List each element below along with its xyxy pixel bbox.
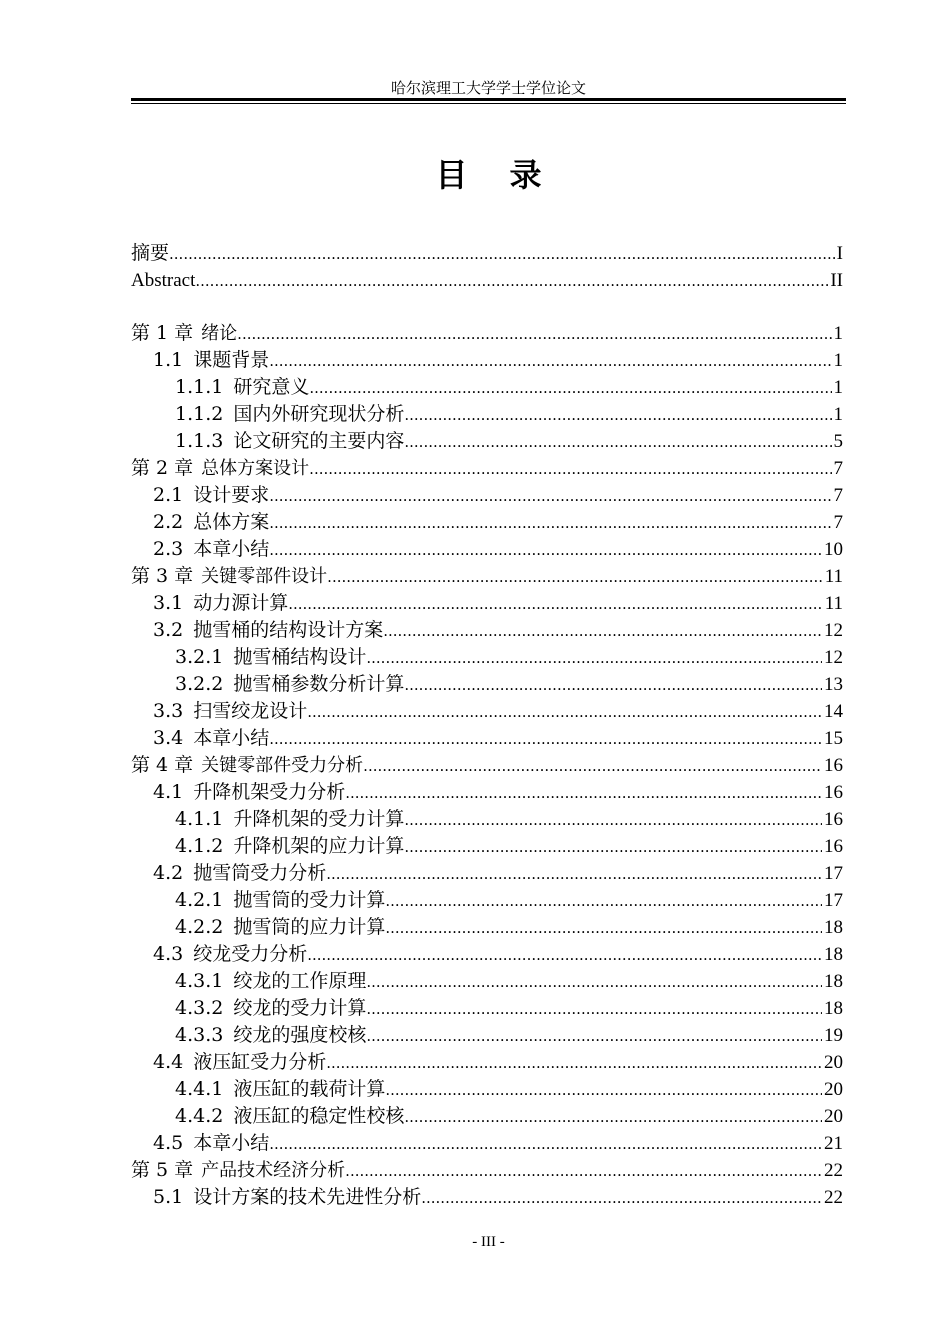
- toc-entry-number: 第 1 章: [131, 322, 194, 344]
- toc-entry-label: 扫雪绞龙设计: [193, 700, 308, 722]
- toc-entry[interactable]: [131, 617, 843, 644]
- toc-entry[interactable]: [131, 644, 843, 671]
- toc-entry-label: 抛雪筒的应力计算: [233, 916, 386, 938]
- toc-leader-dots: [326, 1050, 822, 1077]
- toc-entry[interactable]: [131, 455, 843, 482]
- toc-entry-page: 12: [824, 647, 843, 668]
- table-of-contents: [131, 240, 843, 1211]
- toc-entry-label: 关键零部件受力分析: [201, 755, 364, 776]
- toc-title: 目录: [435, 156, 584, 194]
- toc-leader-dots: [366, 969, 822, 996]
- toc-entry-page: 1: [833, 377, 843, 398]
- toc-entry-page: 16: [824, 755, 843, 776]
- toc-entry[interactable]: [131, 806, 843, 833]
- toc-entry-label: 抛雪桶参数分析计算: [233, 673, 405, 695]
- toc-entries: [131, 320, 843, 1211]
- toc-entry-page: 7: [833, 485, 843, 506]
- toc-entry-label: 研究意义: [233, 376, 310, 398]
- toc-entry-number: 4.1: [153, 781, 184, 803]
- toc-entry[interactable]: [131, 860, 843, 887]
- toc-entry-label: 绞龙的工作原理: [233, 970, 367, 992]
- toc-leader-dots: [385, 915, 822, 942]
- toc-entry-page: 18: [824, 971, 843, 992]
- toc-entry-abstract-cn[interactable]: [131, 240, 843, 267]
- toc-leader-dots: [404, 1104, 822, 1131]
- toc-entry-number: 1.1.3: [175, 430, 224, 452]
- toc-entry[interactable]: [131, 887, 843, 914]
- toc-entry-page: 17: [824, 890, 843, 911]
- toc-entry-page: 16: [824, 836, 843, 857]
- toc-entry-label: 课题背景: [193, 349, 270, 371]
- toc-leader-dots: [345, 780, 822, 807]
- toc-entry-page: 10: [824, 539, 843, 560]
- toc-entry-label: 本章小结: [193, 1132, 270, 1154]
- toc-entry-number: 4.5: [153, 1132, 184, 1154]
- toc-entry-page: 5: [833, 431, 843, 452]
- toc-entry-page: 17: [824, 863, 843, 884]
- toc-leader-dots: [385, 1077, 822, 1104]
- toc-entry-number: 1.1: [153, 349, 184, 371]
- toc-entry-number: 1.1.2: [175, 403, 224, 425]
- toc-entry-label: 抛雪桶结构设计: [233, 646, 367, 668]
- toc-entry[interactable]: [131, 941, 843, 968]
- toc-entry[interactable]: [131, 1076, 843, 1103]
- toc-entry[interactable]: [131, 752, 843, 779]
- toc-entry[interactable]: [131, 401, 843, 428]
- toc-entry-number: 3.2.1: [175, 646, 224, 668]
- toc-entry-label: 设计方案的技术先进性分析: [193, 1186, 422, 1208]
- toc-entry-page: 16: [824, 809, 843, 830]
- toc-entry-number: 2.2: [153, 511, 184, 533]
- toc-entry-page: 1: [833, 350, 843, 371]
- toc-entry-number: 4.1.2: [175, 835, 224, 857]
- toc-leader-dots: [307, 699, 822, 726]
- toc-entry-page: 20: [824, 1052, 843, 1073]
- toc-entry-page: 11: [824, 566, 843, 587]
- toc-entry-number: 第 5 章: [131, 1159, 194, 1181]
- page-header: 哈尔滨理工大学学士学位论文: [390, 79, 586, 97]
- toc-entry[interactable]: [131, 1022, 843, 1049]
- toc-entry[interactable]: [131, 482, 843, 509]
- toc-entry-page: 7: [833, 458, 843, 479]
- toc-leader-dots: [327, 564, 823, 591]
- toc-entry-label: 关键零部件设计: [201, 566, 328, 587]
- toc-leader-dots: [404, 672, 822, 699]
- toc-entry-number: 4.3.3: [175, 1024, 224, 1046]
- toc-entry-label: 摘要: [131, 242, 170, 264]
- toc-entry[interactable]: [131, 1103, 843, 1130]
- header-rule-thin: [131, 103, 846, 104]
- toc-entry-abstract-en[interactable]: [131, 267, 843, 294]
- toc-entry[interactable]: [131, 1049, 843, 1076]
- toc-entry-page: 18: [824, 998, 843, 1019]
- toc-leader-dots: [169, 241, 835, 268]
- toc-entry-page: 1: [833, 323, 843, 344]
- toc-leader-dots: [383, 618, 822, 645]
- toc-entry[interactable]: [131, 563, 843, 590]
- toc-entry[interactable]: [131, 536, 843, 563]
- toc-entry-number: 2.1: [153, 484, 184, 506]
- toc-entry-label: 抛雪筒的受力计算: [233, 889, 386, 911]
- toc-entry-label: 抛雪桶的结构设计方案: [193, 619, 384, 641]
- toc-entry-label: 总体方案: [193, 511, 270, 533]
- toc-leader-dots: [404, 807, 822, 834]
- toc-leader-dots: [366, 996, 822, 1023]
- toc-leader-dots: [309, 456, 831, 483]
- toc-entry-number: 4.2: [153, 862, 184, 884]
- toc-entry-number: 3.2.2: [175, 673, 224, 695]
- page-number: - III -: [472, 1234, 505, 1250]
- toc-entry[interactable]: [131, 590, 843, 617]
- toc-entry[interactable]: [131, 374, 843, 401]
- toc-entry-number: 1.1.1: [175, 376, 224, 398]
- toc-entry[interactable]: [131, 1184, 843, 1211]
- toc-entry-page: 19: [824, 1025, 843, 1046]
- toc-entry-page: 1: [833, 404, 843, 425]
- toc-entry-label: 国内外研究现状分析: [233, 403, 405, 425]
- toc-entry-label: 升降机架的应力计算: [233, 835, 405, 857]
- toc-entry-label: 液压缸的稳定性校核: [233, 1105, 405, 1127]
- toc-entry-page: 21: [824, 1133, 843, 1154]
- toc-leader-dots: [404, 429, 831, 456]
- toc-entry[interactable]: [131, 968, 843, 995]
- toc-entry-number: 3.2: [153, 619, 184, 641]
- toc-entry-number: 4.2.2: [175, 916, 224, 938]
- toc-leader-dots: [269, 348, 831, 375]
- toc-entry-label: 论文研究的主要内容: [233, 430, 405, 452]
- toc-entry-label: 本章小结: [193, 538, 270, 560]
- toc-entry-number: 第 3 章: [131, 565, 194, 587]
- toc-entry-page: 13: [824, 674, 843, 695]
- toc-leader-dots: [363, 753, 822, 780]
- toc-entry-label: Abstract: [131, 270, 196, 291]
- toc-entry-label: 动力源计算: [193, 592, 289, 614]
- toc-entry[interactable]: [131, 320, 843, 347]
- toc-leader-dots: [237, 321, 831, 348]
- toc-entry-page: 20: [824, 1106, 843, 1127]
- toc-entry-label: 升降机架受力分析: [193, 781, 346, 803]
- toc-leader-dots: [421, 1185, 822, 1212]
- toc-entry[interactable]: [131, 1130, 843, 1157]
- toc-entry[interactable]: [131, 725, 843, 752]
- toc-entry-page: 18: [824, 944, 843, 965]
- toc-entry-number: 3.4: [153, 727, 184, 749]
- toc-entry[interactable]: [131, 779, 843, 806]
- toc-entry-page: 16: [824, 782, 843, 803]
- toc-leader-dots: [288, 591, 822, 618]
- toc-leader-dots: [366, 1023, 822, 1050]
- toc-entry-number: 4.3.1: [175, 970, 224, 992]
- toc-leader-dots: [326, 861, 822, 888]
- toc-entry-label: 液压缸受力分析: [193, 1051, 327, 1073]
- toc-leader-dots: [309, 375, 831, 402]
- toc-entry-page: 7: [833, 512, 843, 533]
- toc-entry[interactable]: [131, 698, 843, 725]
- toc-leader-dots: [385, 888, 822, 915]
- toc-entry-label: 设计要求: [193, 484, 270, 506]
- toc-entry-page: 11: [824, 593, 843, 614]
- toc-entry[interactable]: [131, 671, 843, 698]
- toc-leader-dots: [195, 268, 828, 295]
- toc-entry-label: 总体方案设计: [201, 458, 310, 479]
- toc-entry-label: 绪论: [201, 323, 238, 344]
- toc-entry-number: 4.4.1: [175, 1078, 224, 1100]
- toc-entry-number: 3.3: [153, 700, 184, 722]
- toc-entry-number: 第 4 章: [131, 754, 194, 776]
- toc-entry-label: 绞龙的强度校核: [233, 1024, 367, 1046]
- toc-entry-page: I: [836, 243, 843, 264]
- toc-entry-number: 4.3: [153, 943, 184, 965]
- toc-entry-page: 18: [824, 917, 843, 938]
- toc-leader-dots: [269, 483, 831, 510]
- toc-leader-dots: [269, 537, 822, 564]
- toc-leader-dots: [404, 834, 822, 861]
- toc-entry-label: 升降机架的受力计算: [233, 808, 405, 830]
- toc-entry[interactable]: [131, 509, 843, 536]
- toc-entry-label: 本章小结: [193, 727, 270, 749]
- toc-entry-page: 14: [824, 701, 843, 722]
- toc-entry[interactable]: [131, 428, 843, 455]
- toc-entry-page: II: [830, 270, 843, 291]
- toc-entry-label: 绞龙的受力计算: [233, 997, 367, 1019]
- toc-leader-dots: [404, 402, 831, 429]
- toc-entry-page: 22: [824, 1187, 843, 1208]
- toc-entry[interactable]: [131, 833, 843, 860]
- toc-entry-page: 12: [824, 620, 843, 641]
- toc-entry-label: 抛雪筒受力分析: [193, 862, 327, 884]
- toc-entry[interactable]: [131, 347, 843, 374]
- toc-entry-page: 20: [824, 1079, 843, 1100]
- toc-entry-number: 4.4.2: [175, 1105, 224, 1127]
- toc-leader-dots: [269, 726, 822, 753]
- toc-entry[interactable]: [131, 914, 843, 941]
- toc-leader-dots: [307, 942, 822, 969]
- toc-entry-number: 4.1.1: [175, 808, 224, 830]
- toc-entry-number: 4.2.1: [175, 889, 224, 911]
- toc-leader-dots: [345, 1158, 822, 1185]
- toc-entry-number: 3.1: [153, 592, 184, 614]
- toc-entry-label: 液压缸的载荷计算: [233, 1078, 386, 1100]
- toc-leader-dots: [269, 1131, 822, 1158]
- toc-entry-label: 产品技术经济分析: [201, 1160, 346, 1181]
- toc-entry[interactable]: [131, 995, 843, 1022]
- toc-entry-number: 4.4: [153, 1051, 184, 1073]
- toc-entry-number: 5.1: [153, 1186, 184, 1208]
- toc-leader-dots: [366, 645, 822, 672]
- toc-entry-number: 第 2 章: [131, 457, 194, 479]
- header-rule-thick: [131, 98, 846, 101]
- toc-entry[interactable]: [131, 1157, 843, 1184]
- toc-leader-dots: [269, 510, 831, 537]
- toc-entry-label: 绞龙受力分析: [193, 943, 308, 965]
- toc-entry-page: 15: [824, 728, 843, 749]
- toc-entry-page: 22: [824, 1160, 843, 1181]
- toc-entry-number: 2.3: [153, 538, 184, 560]
- toc-entry-number: 4.3.2: [175, 997, 224, 1019]
